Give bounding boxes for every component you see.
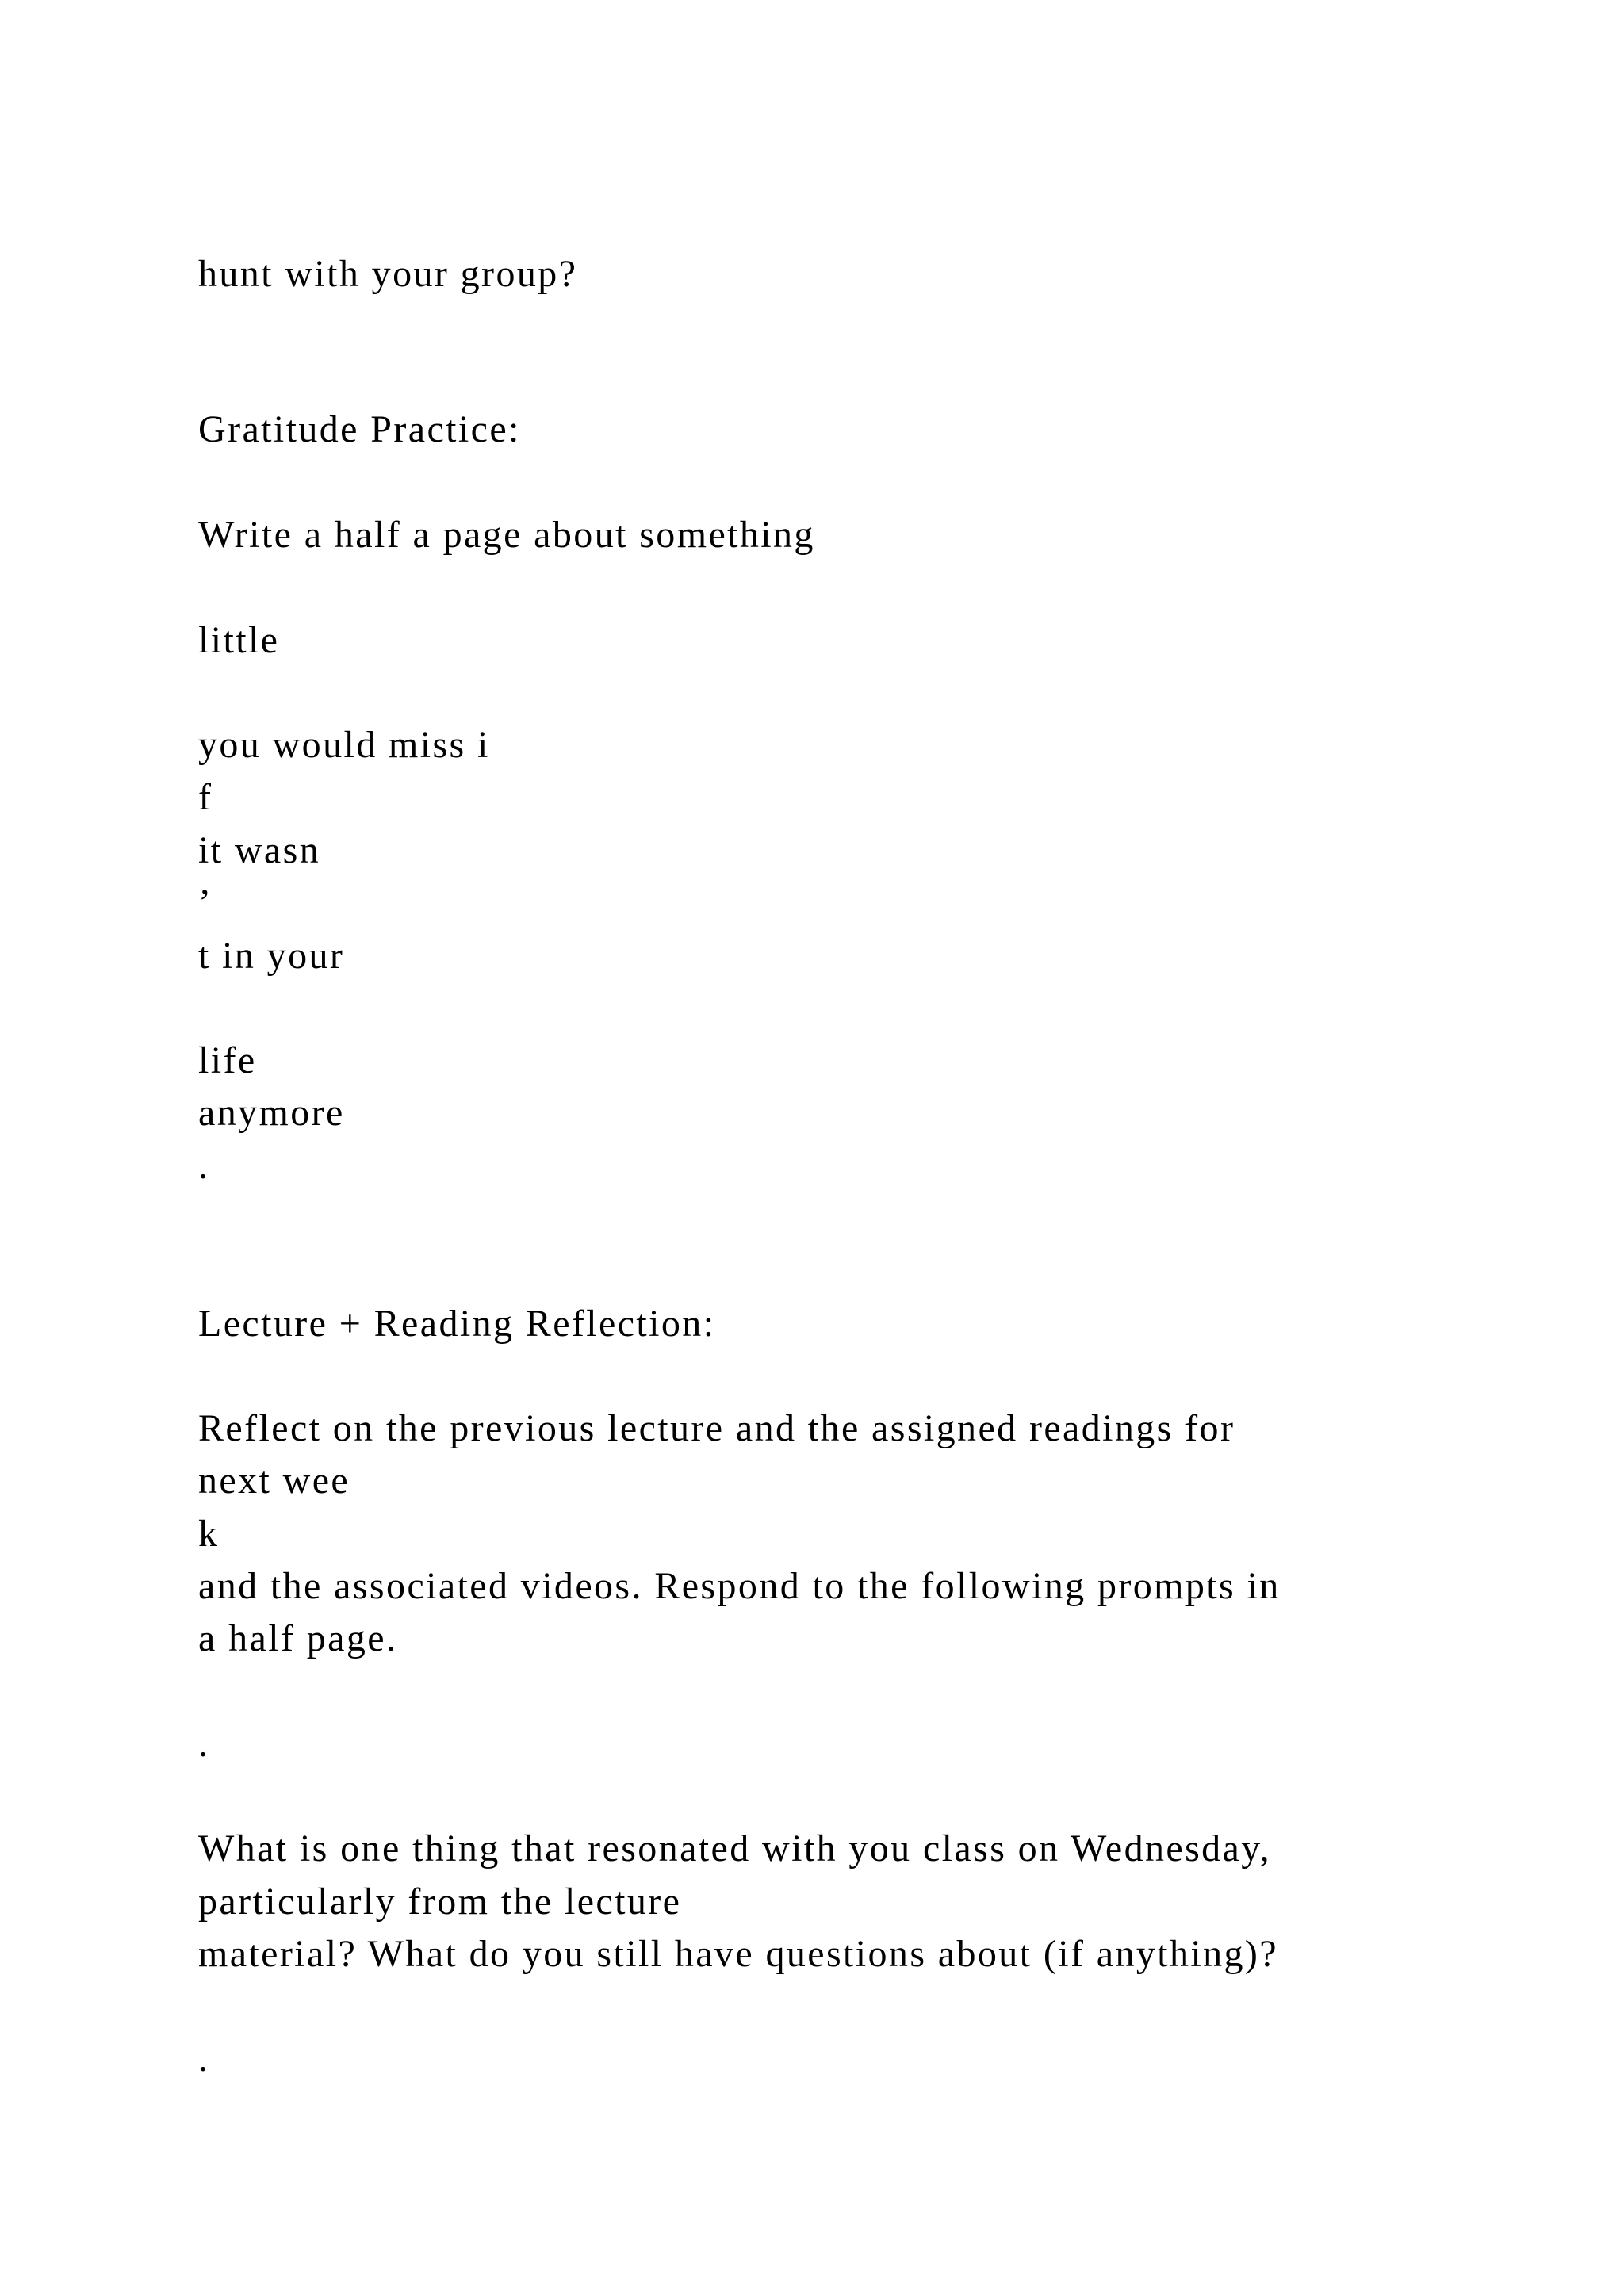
text-line-particularly-lecture: particularly from the lecture — [198, 1881, 682, 1923]
text-line-period-1: . — [198, 1145, 210, 1187]
text-line-what-resonated: What is one thing that resonated with you class on Wednesday, — [198, 1827, 1271, 1869]
text-line-hunt-with-group: hunt with your group? — [198, 253, 578, 295]
text-line-it-wasn: it wasn — [198, 829, 321, 871]
text-line-period-3: . — [198, 2038, 210, 2080]
text-line-material-questions: material? What do you still have questions about (if anything)? — [198, 1933, 1279, 1975]
heading-lecture-reading-reflection: Lecture + Reading Reflection: — [198, 1303, 716, 1345]
text-line-apostrophe: ’ — [198, 882, 213, 924]
text-line-life: life — [198, 1039, 257, 1081]
text-line-you-would-miss: you would miss i — [198, 724, 490, 766]
text-line-t-in-your: t in your — [198, 935, 345, 977]
text-line-write-half-page: Write a half a page about something — [198, 514, 815, 556]
text-line-associated-videos: and the associated videos. Respond to the following prompts in — [198, 1565, 1281, 1607]
text-line-period-2: . — [198, 1723, 210, 1765]
text-line-little: little — [198, 619, 280, 661]
text-line-k: k — [198, 1513, 220, 1555]
text-line-f: f — [198, 776, 213, 818]
heading-gratitude-practice: Gratitude Practice: — [198, 408, 521, 450]
text-line-next-wee: next wee — [198, 1460, 350, 1502]
text-line-anymore: anymore — [198, 1092, 345, 1134]
text-line-reflect-on-previous: Reflect on the previous lecture and the assigned readings for — [198, 1407, 1235, 1449]
text-line-a-half-page: a half page. — [198, 1617, 398, 1659]
